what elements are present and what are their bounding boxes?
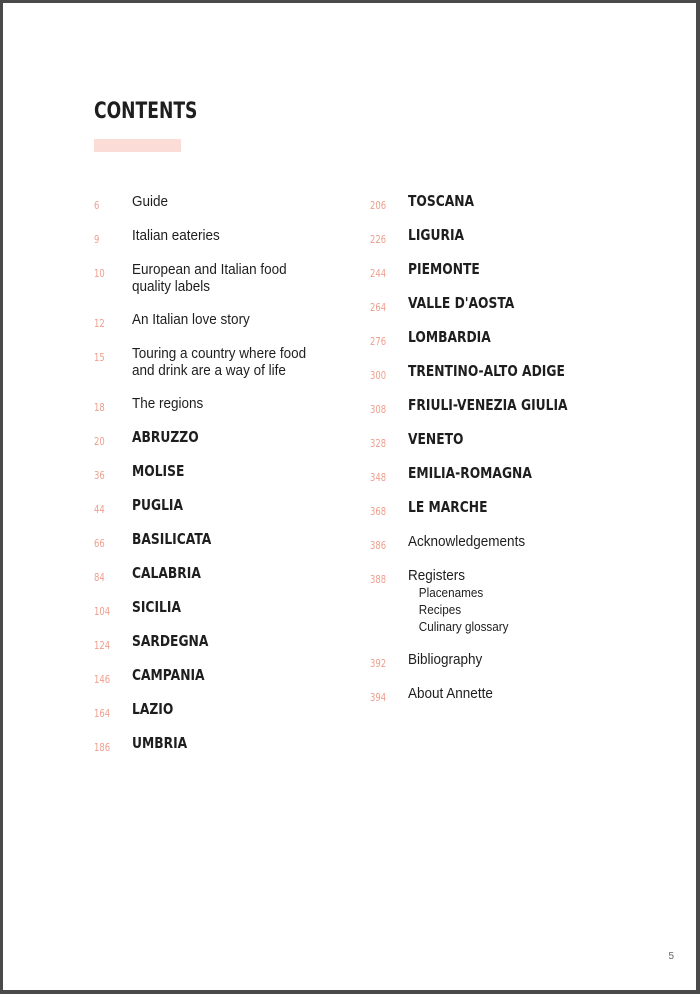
toc-entry[interactable]	[94, 227, 325, 261]
toc-label-group	[132, 667, 221, 684]
toc-label: European and Italian food quality labels	[132, 261, 287, 295]
toc-entry[interactable]	[370, 227, 603, 261]
toc-entry[interactable]	[370, 397, 603, 431]
toc-label-group	[132, 633, 225, 650]
toc-entry[interactable]	[370, 685, 603, 719]
toc-entry[interactable]	[94, 701, 325, 735]
toc-page-number: 104	[94, 605, 111, 618]
toc-region-label: FRIULI-VENEZIA GIULIA	[408, 396, 568, 414]
toc-page-number: 44	[94, 503, 105, 516]
toc-page-number: 18	[94, 401, 105, 414]
toc-label-group	[132, 463, 196, 480]
toc-label-group	[132, 735, 199, 752]
toc-label-group	[132, 395, 211, 412]
toc-page-number: 9	[94, 233, 100, 246]
toc-region-label: TRENTINO-ALTO ADIGE	[408, 362, 565, 380]
toc-entry[interactable]	[370, 499, 603, 533]
toc-region-label: VALLE D'AOSTA	[408, 294, 515, 312]
toc-page-number: 12	[94, 317, 105, 330]
toc-page-number: 394	[370, 691, 387, 704]
toc-entry[interactable]	[94, 193, 325, 227]
toc-label: Italian eateries	[132, 227, 220, 244]
toc-label-group	[408, 431, 476, 448]
toc-page-number: 124	[94, 639, 111, 652]
toc-entry[interactable]	[94, 395, 325, 429]
toc-label-group	[132, 311, 263, 328]
toc-page-number: 386	[370, 539, 387, 552]
toc-label: About Annette	[408, 685, 493, 702]
toc-region-label: ABRUZZO	[132, 428, 199, 446]
toc-entry[interactable]	[94, 599, 325, 633]
toc-label-group	[132, 261, 304, 295]
toc-page-number: 348	[370, 471, 387, 484]
toc-entry[interactable]	[370, 431, 603, 465]
toc-label-group	[132, 497, 194, 514]
toc-region-label: UMBRIA	[132, 734, 188, 752]
toc-entry[interactable]	[94, 735, 325, 769]
toc-entry[interactable]	[370, 363, 603, 397]
toc-label-group	[132, 565, 216, 582]
toc-sub-label[interactable]: Placenames	[418, 585, 484, 600]
toc-entry[interactable]	[94, 667, 325, 701]
toc-page-number: 264	[370, 301, 387, 314]
toc-entry[interactable]	[94, 463, 325, 497]
toc-entry[interactable]	[370, 193, 603, 227]
toc-label-group	[408, 193, 489, 210]
toc-label-group	[408, 651, 491, 668]
toc-label: Registers	[408, 567, 466, 584]
toc-label: Acknowledgements	[408, 533, 526, 550]
toc-entry[interactable]	[94, 345, 325, 395]
toc-label: An Italian love story	[132, 311, 250, 328]
toc-page-number: 146	[94, 673, 111, 686]
toc-page-number: 20	[94, 435, 105, 448]
toc-region-label: LAZIO	[132, 700, 174, 718]
toc-label-group	[132, 345, 325, 379]
toc-region-label: SARDEGNA	[132, 632, 209, 650]
toc-entry[interactable]	[370, 329, 603, 363]
toc-page-number: 388	[370, 573, 387, 586]
toc-page-number: 308	[370, 403, 387, 416]
toc-label-group	[408, 295, 538, 312]
toc-label-group	[132, 429, 213, 446]
toc-label: Bibliography	[408, 651, 483, 668]
toc-entry[interactable]	[94, 531, 325, 565]
toc-page-number: 15	[94, 351, 105, 364]
toc-label-group	[408, 499, 505, 516]
toc-region-label: SICILIA	[132, 598, 181, 616]
toc-label-group	[132, 227, 230, 244]
toc-region-label: LIGURIA	[408, 226, 465, 244]
toc-entry[interactable]	[94, 565, 325, 599]
page-title: CONTENTS	[94, 99, 198, 124]
toc-page-number: 10	[94, 267, 105, 280]
toc-label: Touring a country where food and drink are a way of life	[132, 345, 307, 379]
toc-label-group	[408, 227, 476, 244]
toc-page-number: 300	[370, 369, 387, 382]
toc-region-label: VENETO	[408, 430, 464, 448]
toc-region-label: CALABRIA	[132, 564, 201, 582]
toc-page-number: 276	[370, 335, 387, 348]
toc-label-group	[132, 599, 192, 616]
toc-entry[interactable]	[370, 261, 603, 295]
toc-label-group	[408, 397, 603, 414]
toc-entry[interactable]	[94, 497, 325, 531]
toc-label: Guide	[132, 193, 169, 210]
toc-entry[interactable]	[370, 465, 603, 499]
toc-sub-label[interactable]: Culinary glossary	[418, 619, 509, 634]
toc-region-label: TOSCANA	[408, 192, 475, 210]
toc-page-number: 6	[94, 199, 100, 212]
toc-page-number: 66	[94, 537, 105, 550]
toc-label-group	[132, 531, 229, 548]
toc-page-number: 164	[94, 707, 111, 720]
toc-entry[interactable]	[94, 311, 325, 345]
toc-region-label: EMILIA-ROMAGNA	[408, 464, 532, 482]
toc-entry[interactable]	[370, 533, 603, 567]
toc-page-number: 186	[94, 741, 111, 754]
toc-page-number: 206	[370, 199, 387, 212]
toc-entry[interactable]	[370, 651, 603, 685]
toc-page-number: 84	[94, 571, 105, 584]
toc-page-number: 36	[94, 469, 105, 482]
toc-label-group	[408, 685, 502, 702]
toc-entry[interactable]	[94, 633, 325, 667]
toc-label-group	[408, 567, 520, 635]
toc-column-right	[370, 193, 603, 719]
toc-page-number: 328	[370, 437, 387, 450]
toc-label-group	[408, 465, 559, 482]
toc-region-label: LOMBARDIA	[408, 328, 491, 346]
toc-page-number: 226	[370, 233, 387, 246]
toc-region-label: PIEMONTE	[408, 260, 480, 278]
toc-entry[interactable]	[94, 429, 325, 463]
toc-label: The regions	[132, 395, 204, 412]
page-number: 5	[668, 951, 674, 962]
toc-entry[interactable]	[94, 261, 325, 311]
toc-region-label: CAMPANIA	[132, 666, 205, 684]
toc-entry[interactable]	[370, 295, 603, 329]
toc-region-label: BASILICATA	[132, 530, 212, 548]
toc-region-label: LE MARCHE	[408, 498, 488, 516]
toc-label-group	[408, 363, 599, 380]
toc-region-label: PUGLIA	[132, 496, 184, 514]
toc-label-group	[408, 329, 509, 346]
toc-label-group	[132, 701, 182, 718]
toc-page-number: 392	[370, 657, 387, 670]
toc-column-left	[94, 193, 325, 769]
toc-region-label: MOLISE	[132, 462, 185, 480]
title-accent-bar	[94, 139, 181, 152]
toc-page-number: 244	[370, 267, 387, 280]
toc-entry[interactable]	[370, 567, 603, 651]
toc-label-group	[408, 261, 496, 278]
toc-label-group	[408, 533, 538, 550]
toc-page-number: 368	[370, 505, 387, 518]
toc-label-group	[132, 193, 172, 210]
toc-sub-label[interactable]: Recipes	[418, 602, 462, 617]
